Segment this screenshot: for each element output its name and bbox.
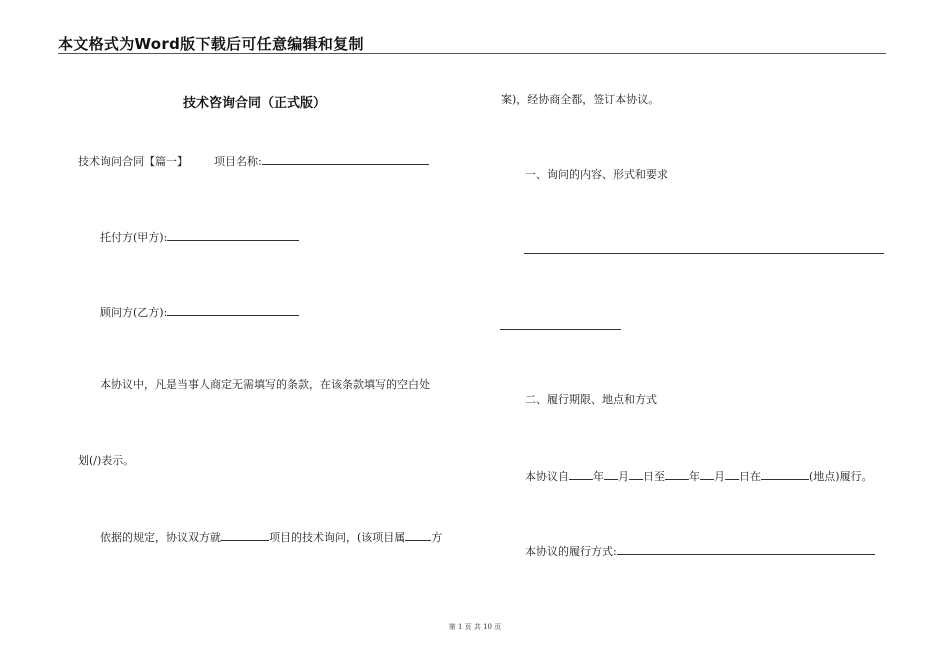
period-text-h: (地点)履行。 bbox=[809, 470, 873, 483]
consultant-line bbox=[100, 304, 299, 320]
method-label: 本协议的履行方式: bbox=[525, 545, 617, 558]
document-title: 技术咨询合同（正式版） bbox=[183, 96, 327, 111]
location-blank[interactable] bbox=[761, 468, 809, 480]
period-line bbox=[525, 468, 873, 484]
start-day-blank[interactable] bbox=[629, 468, 643, 480]
project-name-blank[interactable] bbox=[262, 153, 429, 165]
period-text-a: 本协议自 bbox=[525, 470, 569, 483]
page-number: 第 1 页 共 10 页 bbox=[448, 623, 502, 631]
method-blank[interactable] bbox=[617, 543, 875, 555]
end-year-blank[interactable] bbox=[665, 468, 689, 480]
paragraph-1-line-1: 本协议中，凡是当事人商定无需填写的条款，在该条款填写的空白处 bbox=[100, 378, 430, 391]
project-type-blank[interactable] bbox=[405, 529, 431, 541]
content-blank-line-2[interactable] bbox=[500, 329, 621, 330]
paragraph-2-text-c: 方 bbox=[431, 531, 443, 544]
section-2-heading: 二、履行期限、地点和方式 bbox=[525, 393, 657, 406]
project-name-line bbox=[78, 153, 429, 169]
period-text-f: 月 bbox=[714, 470, 725, 483]
content-blank-line-1[interactable] bbox=[524, 253, 884, 254]
period-text-d: 日至 bbox=[643, 470, 665, 483]
project-name-label: 项目名称: bbox=[214, 155, 262, 168]
start-year-blank[interactable] bbox=[569, 468, 593, 480]
period-text-e: 年 bbox=[689, 470, 700, 483]
paragraph-2-text-b: 项目的技术询问，(该项目属 bbox=[269, 531, 406, 544]
paragraph-2-line bbox=[100, 529, 442, 545]
start-month-blank[interactable] bbox=[604, 468, 618, 480]
method-line bbox=[525, 543, 875, 559]
header-title: 本文格式为Word版下载后可任意编辑和复制 bbox=[58, 35, 364, 53]
paragraph-2-text-a: 依据的规定，协议双方就 bbox=[100, 531, 221, 544]
period-text-b: 年 bbox=[593, 470, 604, 483]
contract-section-label: 技术询问合同【篇一】 bbox=[78, 155, 188, 168]
period-text-g: 日在 bbox=[739, 470, 761, 483]
section-1-heading: 一、询问的内容、形式和要求 bbox=[525, 168, 668, 181]
consultant-blank[interactable] bbox=[167, 304, 299, 316]
client-blank[interactable] bbox=[167, 229, 299, 241]
header-divider bbox=[58, 53, 886, 54]
consultant-label: 顾问方(乙方): bbox=[100, 306, 168, 319]
paragraph-1-line-2: 划(/)表示。 bbox=[78, 454, 135, 467]
period-text-c: 月 bbox=[618, 470, 629, 483]
project-blank[interactable] bbox=[221, 529, 269, 541]
end-day-blank[interactable] bbox=[725, 468, 739, 480]
client-line bbox=[100, 229, 299, 245]
end-month-blank[interactable] bbox=[700, 468, 714, 480]
client-label: 托付方(甲方): bbox=[100, 231, 168, 244]
continuation-line: 案)，经协商全都，签订本协议。 bbox=[501, 93, 660, 106]
